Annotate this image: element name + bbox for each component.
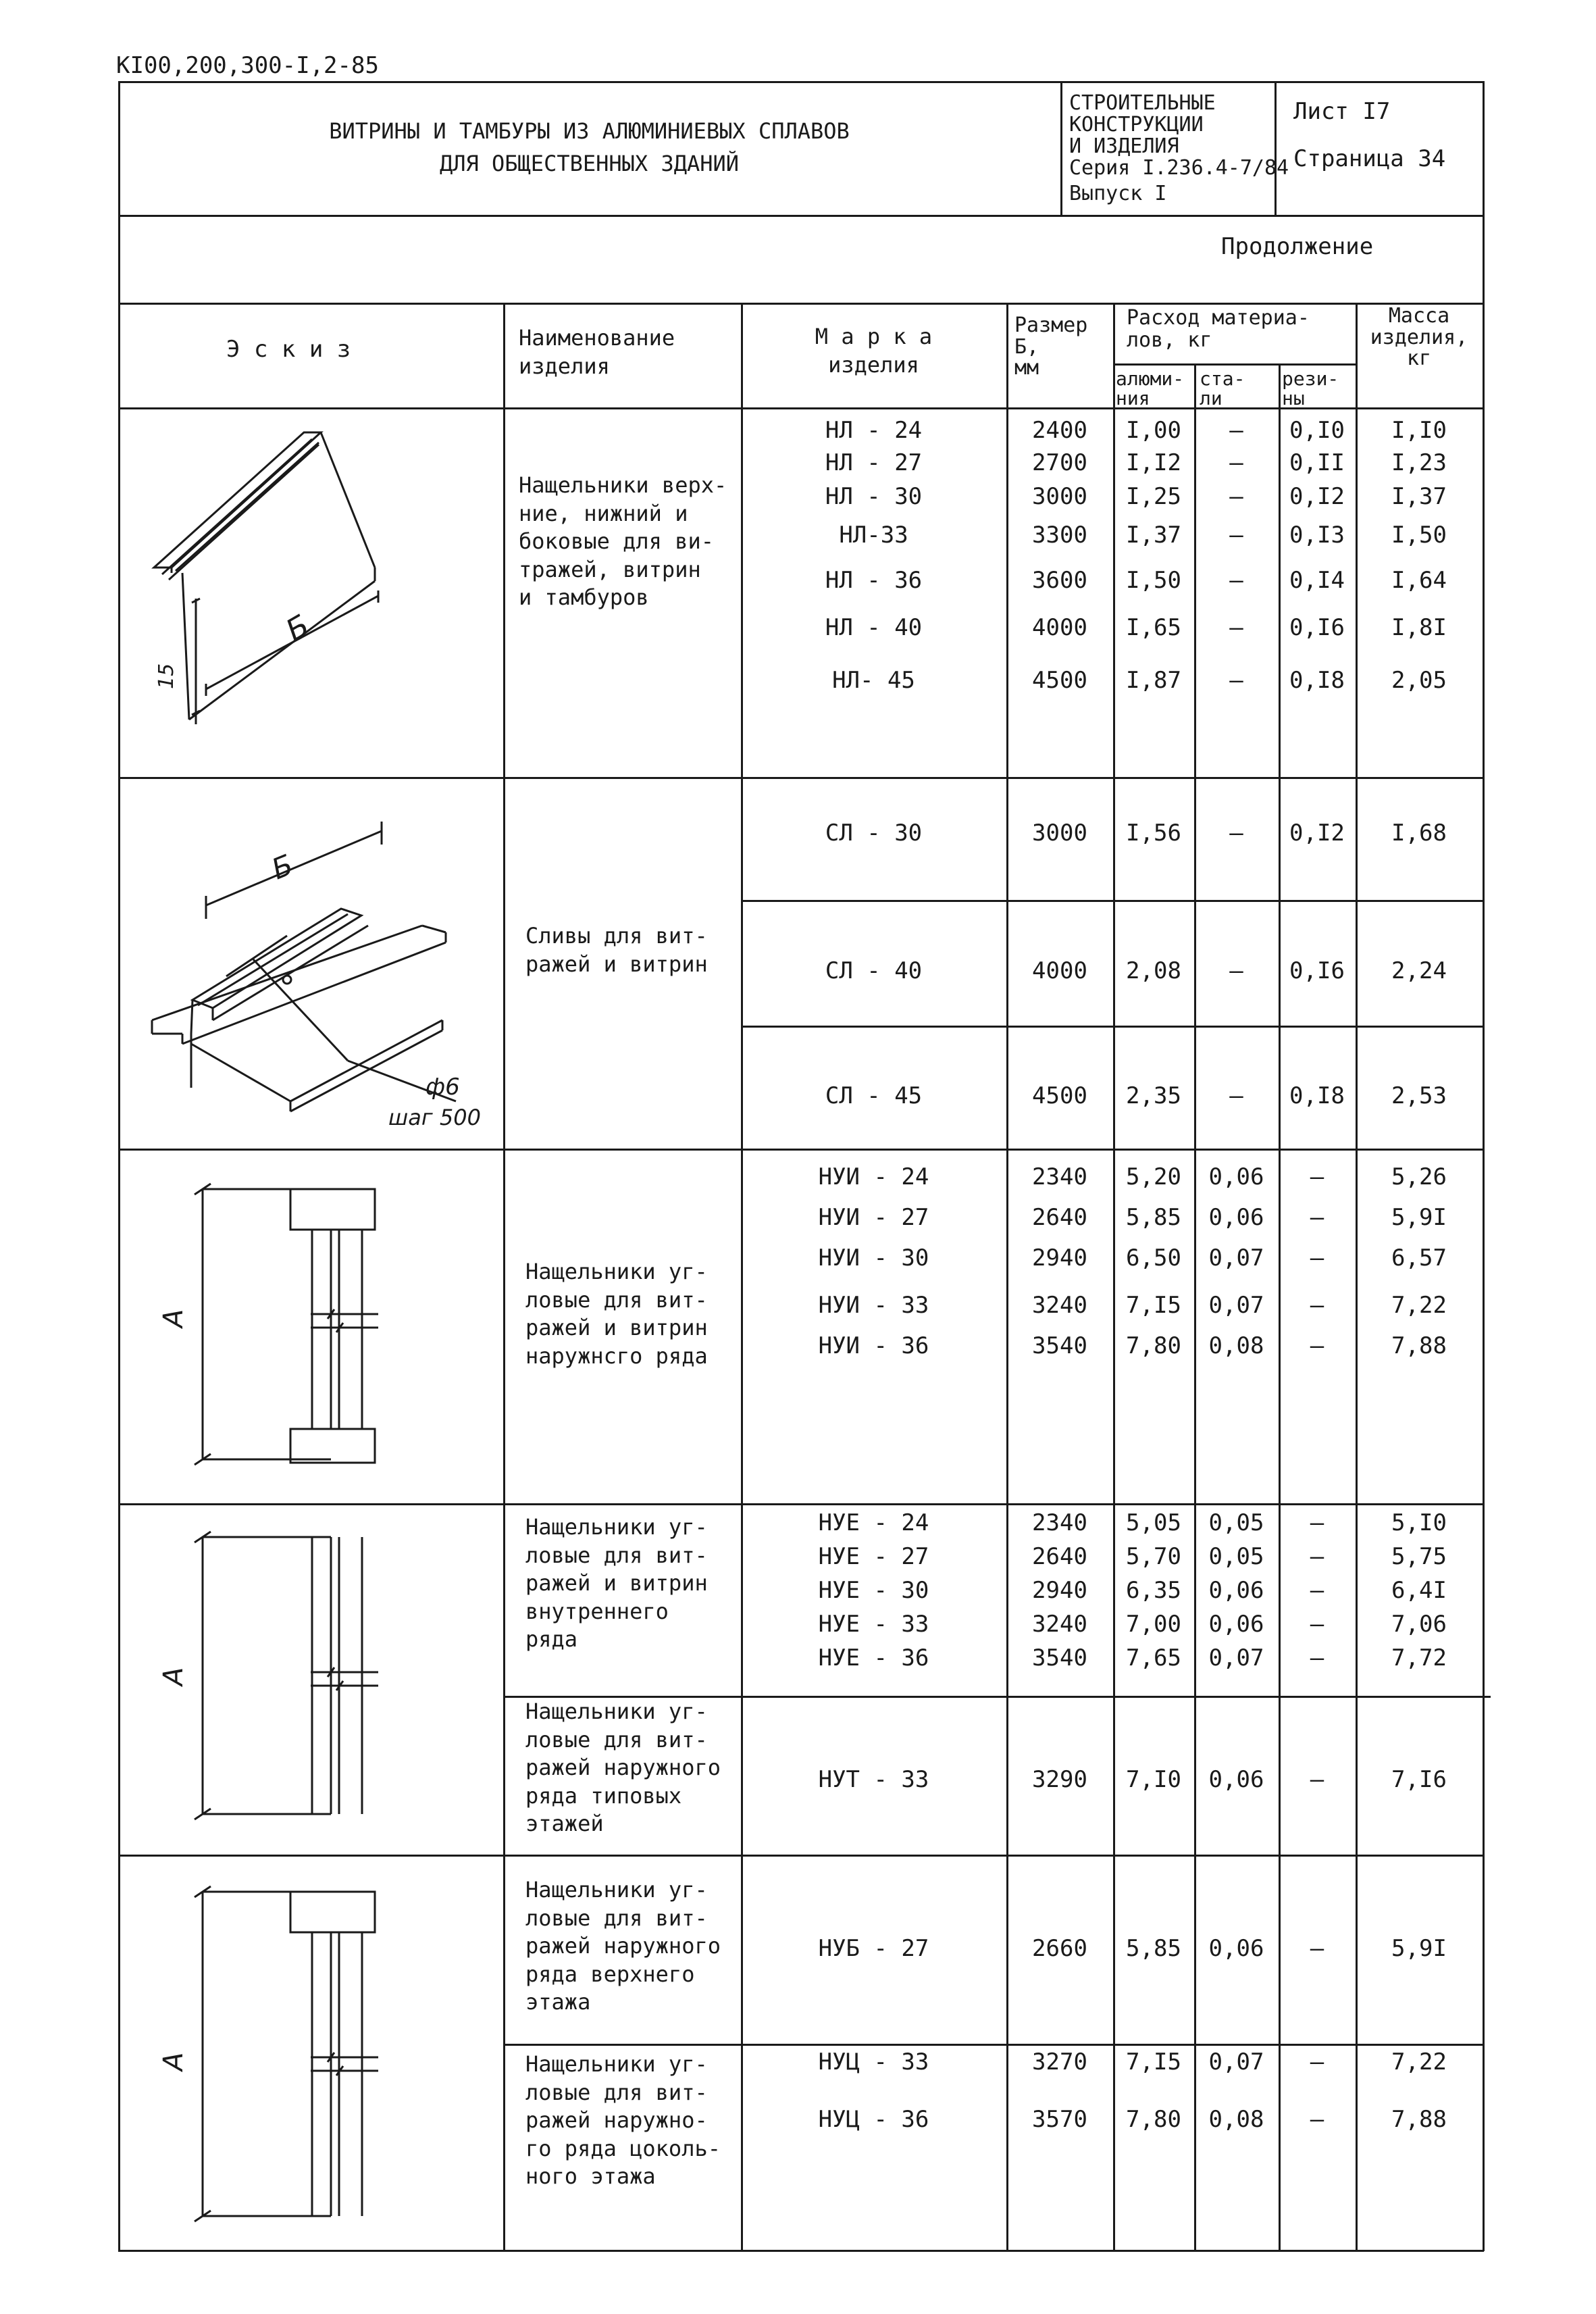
cell-aluminum: 7,80 <box>1126 2106 1181 2133</box>
cell-mark: НУЕ - 30 <box>818 1577 929 1604</box>
cell-mass: I,64 <box>1391 567 1447 594</box>
cell-steel: 0,05 <box>1208 1543 1264 1570</box>
cell-aluminum: 7,I0 <box>1126 1766 1181 1793</box>
cell-rubber: – <box>1310 1204 1324 1231</box>
cell-aluminum: 7,65 <box>1126 1644 1181 1671</box>
cell-rubber: 0,I8 <box>1289 1082 1345 1109</box>
series-line-4: Серия I.236.4-7/84 <box>1069 156 1289 180</box>
cell-mass: I,37 <box>1391 483 1447 510</box>
cell-aluminum: 7,00 <box>1126 1611 1181 1638</box>
cell-rubber: 0,I3 <box>1289 522 1345 549</box>
cell-rubber: 0,I8 <box>1289 667 1345 694</box>
document-code: КI00,200,300-I,2-85 <box>116 52 379 79</box>
cell-mark: НУИ - 24 <box>818 1163 929 1190</box>
cell-size: 3270 <box>1032 2048 1087 2076</box>
cell-mark: НУИ - 33 <box>818 1292 929 1319</box>
header-rubber: рези- ны <box>1282 368 1339 410</box>
cell-rubber: – <box>1310 1292 1324 1319</box>
cell-mass: I,23 <box>1391 449 1447 476</box>
cell-mark: НЛ- 45 <box>832 667 915 694</box>
header-sketch: Э с к и з <box>226 336 351 363</box>
cell-mass: 7,06 <box>1391 1611 1447 1638</box>
cell-mark: СЛ - 40 <box>825 957 923 984</box>
cell-mass: I,8I <box>1391 614 1447 641</box>
cell-mark: НЛ - 30 <box>825 483 923 510</box>
cell-aluminum: 7,I5 <box>1126 1292 1181 1319</box>
cell-size: 3600 <box>1032 567 1087 594</box>
continuation-label: Продолжение <box>1221 233 1374 260</box>
cell-steel: – <box>1229 483 1243 510</box>
cell-rubber: 0,I6 <box>1289 957 1345 984</box>
cell-aluminum: I,87 <box>1126 667 1181 694</box>
cell-rubber: – <box>1310 2106 1324 2133</box>
cell-rubber: 0,I0 <box>1289 417 1345 444</box>
cell-rubber: – <box>1310 1163 1324 1190</box>
cell-mark: НЛ - 27 <box>825 449 923 476</box>
dimension-15-label: 15 <box>155 663 178 689</box>
cell-rubber: 0,I2 <box>1289 820 1345 847</box>
cell-mass: 2,53 <box>1391 1082 1447 1109</box>
cell-rubber: – <box>1310 1543 1324 1570</box>
title-line-2: ДЛЯ ОБЩЕСТВЕННЫХ ЗДАНИЙ <box>439 151 740 176</box>
cell-mass: 7,72 <box>1391 1644 1447 1671</box>
cell-size: 3570 <box>1032 2106 1087 2133</box>
name-group-2: Сливы для вит- ражей и витрин <box>525 923 708 977</box>
cell-aluminum: 5,20 <box>1126 1163 1181 1190</box>
cell-aluminum: 5,85 <box>1126 1204 1181 1231</box>
cell-size: 2940 <box>1032 1577 1087 1604</box>
corner-inner-a-label: А <box>158 1667 189 1686</box>
cell-aluminum: 5,05 <box>1126 1509 1181 1536</box>
cell-steel: – <box>1229 522 1243 549</box>
cell-rubber: – <box>1310 1332 1324 1359</box>
corner-outer-a-label: А <box>158 1309 189 1328</box>
cell-rubber: 0,I6 <box>1289 614 1345 641</box>
dimension-b-label: Б <box>280 608 315 649</box>
sketch-corner-upper-plinth <box>158 1878 419 2236</box>
cell-size: 3240 <box>1032 1611 1087 1638</box>
cell-mass: 7,22 <box>1391 1292 1447 1319</box>
cell-mass: 7,I6 <box>1391 1766 1447 1793</box>
drip-dimension-b-label: Б <box>267 848 298 886</box>
cell-size: 3290 <box>1032 1766 1087 1793</box>
cell-mass: 2,24 <box>1391 957 1447 984</box>
cell-steel: 0,06 <box>1208 1163 1264 1190</box>
cell-size: 2340 <box>1032 1509 1087 1536</box>
cell-mass: 5,9I <box>1391 1204 1447 1231</box>
cell-steel: – <box>1229 667 1243 694</box>
cell-rubber: 0,II <box>1289 449 1345 476</box>
cell-mass: 7,22 <box>1391 2048 1447 2076</box>
cell-mass: 2,05 <box>1391 667 1447 694</box>
cell-mass: 7,88 <box>1391 2106 1447 2133</box>
cell-size: 4000 <box>1032 957 1087 984</box>
cell-aluminum: 5,85 <box>1126 1935 1181 1962</box>
cell-size: 4500 <box>1032 1082 1087 1109</box>
cell-size: 4000 <box>1032 614 1087 641</box>
series-line-5: Выпуск I <box>1069 182 1167 205</box>
sketch-drip-profile <box>125 818 503 1135</box>
cell-aluminum: I,56 <box>1126 820 1181 847</box>
cell-aluminum: 6,35 <box>1126 1577 1181 1604</box>
drip-step-label: шаг 500 <box>388 1105 481 1130</box>
cell-aluminum: I,50 <box>1126 567 1181 594</box>
sketch-batten-profile <box>142 419 398 770</box>
cell-aluminum: 2,35 <box>1126 1082 1181 1109</box>
cell-steel: – <box>1229 820 1243 847</box>
cell-steel: – <box>1229 1082 1243 1109</box>
cell-aluminum: 5,70 <box>1126 1543 1181 1570</box>
cell-mark: НУИ - 30 <box>818 1244 929 1272</box>
cell-size: 3240 <box>1032 1292 1087 1319</box>
cell-rubber: – <box>1310 1935 1324 1962</box>
drip-diameter-label: ф6 <box>426 1074 460 1101</box>
cell-size: 3540 <box>1032 1332 1087 1359</box>
cell-mass: 5,I0 <box>1391 1509 1447 1536</box>
series-line-3: И ИЗДЕЛИЯ <box>1069 134 1179 158</box>
cell-mark: НУИ - 36 <box>818 1332 929 1359</box>
header-mark: М а р к а изделия <box>815 324 933 378</box>
cell-size: 3000 <box>1032 820 1087 847</box>
cell-steel: 0,07 <box>1208 1644 1264 1671</box>
cell-size: 3000 <box>1032 483 1087 510</box>
cell-rubber: – <box>1310 2048 1324 2076</box>
name-group-4: Нащельники уг- ловые для вит- ражей и витрин внутреннего ряда <box>525 1514 708 1653</box>
series-line-2: КОНСТРУКЦИИ <box>1069 113 1204 136</box>
cell-size: 2340 <box>1032 1163 1087 1190</box>
sketch-corner-outer-row <box>158 1176 419 1480</box>
cell-aluminum: I,00 <box>1126 417 1181 444</box>
title-line-1: ВИТРИНЫ И ТАМБУРЫ ИЗ АЛЮМИНИЕВЫХ СПЛАВОВ <box>329 118 850 144</box>
cell-rubber: – <box>1310 1766 1324 1793</box>
cell-mass: 5,75 <box>1391 1543 1447 1570</box>
cell-mark: НУТ - 33 <box>818 1766 929 1793</box>
cell-steel: 0,08 <box>1208 2106 1264 2133</box>
cell-mark: НУЦ - 36 <box>818 2106 929 2133</box>
cell-size: 4500 <box>1032 667 1087 694</box>
cell-aluminum: I,37 <box>1126 522 1181 549</box>
cell-aluminum: I,65 <box>1126 614 1181 641</box>
header-steel: ста- ли <box>1200 368 1245 410</box>
cell-size: 2700 <box>1032 449 1087 476</box>
cell-steel: 0,07 <box>1208 1292 1264 1319</box>
cell-steel: 0,07 <box>1208 1244 1264 1272</box>
cell-mark: СЛ - 30 <box>825 820 923 847</box>
cell-steel: 0,06 <box>1208 1577 1264 1604</box>
cell-size: 2640 <box>1032 1543 1087 1570</box>
cell-rubber: – <box>1310 1244 1324 1272</box>
name-group-1: Нащельники верх- ние, нижний и боковые для ви- тражей, витрин и тамбуров <box>519 472 727 611</box>
cell-mass: 5,9I <box>1391 1935 1447 1962</box>
cell-size: 3300 <box>1032 522 1087 549</box>
cell-mark: СЛ - 45 <box>825 1082 923 1109</box>
series-line-1: СТРОИТЕЛЬНЫЕ <box>1069 91 1216 115</box>
header-aluminum: алюми- ния <box>1116 368 1185 410</box>
header-name: Наименование изделия <box>519 325 675 379</box>
cell-mark: НУЕ - 36 <box>818 1644 929 1671</box>
sketch-corner-inner-row <box>158 1524 419 1834</box>
cell-steel: – <box>1229 957 1243 984</box>
name-group-5: Нащельники уг- ловые для вит- ражей наружного ряда типовых этажей <box>525 1699 721 1837</box>
header-size: Размер Б, мм <box>1014 313 1088 380</box>
cell-mark: НУБ - 27 <box>818 1935 929 1962</box>
cell-aluminum: 2,08 <box>1126 957 1181 984</box>
cell-mark: НЛ - 40 <box>825 614 923 641</box>
cell-steel: – <box>1229 567 1243 594</box>
cell-size: 2940 <box>1032 1244 1087 1272</box>
cell-mark: НЛ-33 <box>839 522 908 549</box>
name-group-7: Нащельники уг- ловые для вит- ражей наружно- го ряда цоколь- ного этажа <box>525 2051 721 2190</box>
cell-mass: 7,88 <box>1391 1332 1447 1359</box>
name-group-3: Нащельники уг- ловые для вит- ражей и витрин наружнсго ряда <box>525 1259 708 1369</box>
name-group-6: Нащельники уг- ловые для вит- ражей наружного ряда верхнего этажа <box>525 1877 721 2015</box>
cell-mass: 6,4I <box>1391 1577 1447 1604</box>
corner-upper-a-label: А <box>158 2052 189 2071</box>
cell-rubber: 0,I2 <box>1289 483 1345 510</box>
cell-steel: 0,06 <box>1208 1935 1264 1962</box>
cell-size: 3540 <box>1032 1644 1087 1671</box>
cell-mark: НУЕ - 27 <box>818 1543 929 1570</box>
cell-aluminum: I,I2 <box>1126 449 1181 476</box>
cell-size: 2640 <box>1032 1204 1087 1231</box>
header-mass: Масса изделия, кг <box>1370 304 1468 370</box>
cell-steel: 0,05 <box>1208 1509 1264 1536</box>
cell-mass: I,68 <box>1391 820 1447 847</box>
cell-steel: – <box>1229 449 1243 476</box>
cell-mass: I,I0 <box>1391 417 1447 444</box>
cell-steel: 0,06 <box>1208 1204 1264 1231</box>
cell-aluminum: 6,50 <box>1126 1244 1181 1272</box>
cell-aluminum: 7,I5 <box>1126 2048 1181 2076</box>
header-consumption: Расход материа- лов, кг <box>1127 306 1310 352</box>
cell-mark: НУЕ - 33 <box>818 1611 929 1638</box>
cell-rubber: – <box>1310 1644 1324 1671</box>
sheet-number: Лист I7 <box>1293 98 1391 125</box>
cell-rubber: – <box>1310 1611 1324 1638</box>
cell-mass: 6,57 <box>1391 1244 1447 1272</box>
cell-mark: НУЕ - 24 <box>818 1509 929 1536</box>
cell-steel: 0,06 <box>1208 1766 1264 1793</box>
cell-mark: НЛ - 36 <box>825 567 923 594</box>
cell-steel: 0,08 <box>1208 1332 1264 1359</box>
cell-mark: НЛ - 24 <box>825 417 923 444</box>
cell-steel: – <box>1229 614 1243 641</box>
cell-steel: – <box>1229 417 1243 444</box>
cell-mark: НУИ - 27 <box>818 1204 929 1231</box>
cell-mass: I,50 <box>1391 522 1447 549</box>
page-number: Страница 34 <box>1293 145 1446 172</box>
cell-steel: 0,06 <box>1208 1611 1264 1638</box>
cell-aluminum: 7,80 <box>1126 1332 1181 1359</box>
cell-mark: НУЦ - 33 <box>818 2048 929 2076</box>
cell-rubber: – <box>1310 1577 1324 1604</box>
cell-mass: 5,26 <box>1391 1163 1447 1190</box>
cell-steel: 0,07 <box>1208 2048 1264 2076</box>
cell-rubber: 0,I4 <box>1289 567 1345 594</box>
cell-aluminum: I,25 <box>1126 483 1181 510</box>
cell-size: 2660 <box>1032 1935 1087 1962</box>
cell-rubber: – <box>1310 1509 1324 1536</box>
cell-size: 2400 <box>1032 417 1087 444</box>
